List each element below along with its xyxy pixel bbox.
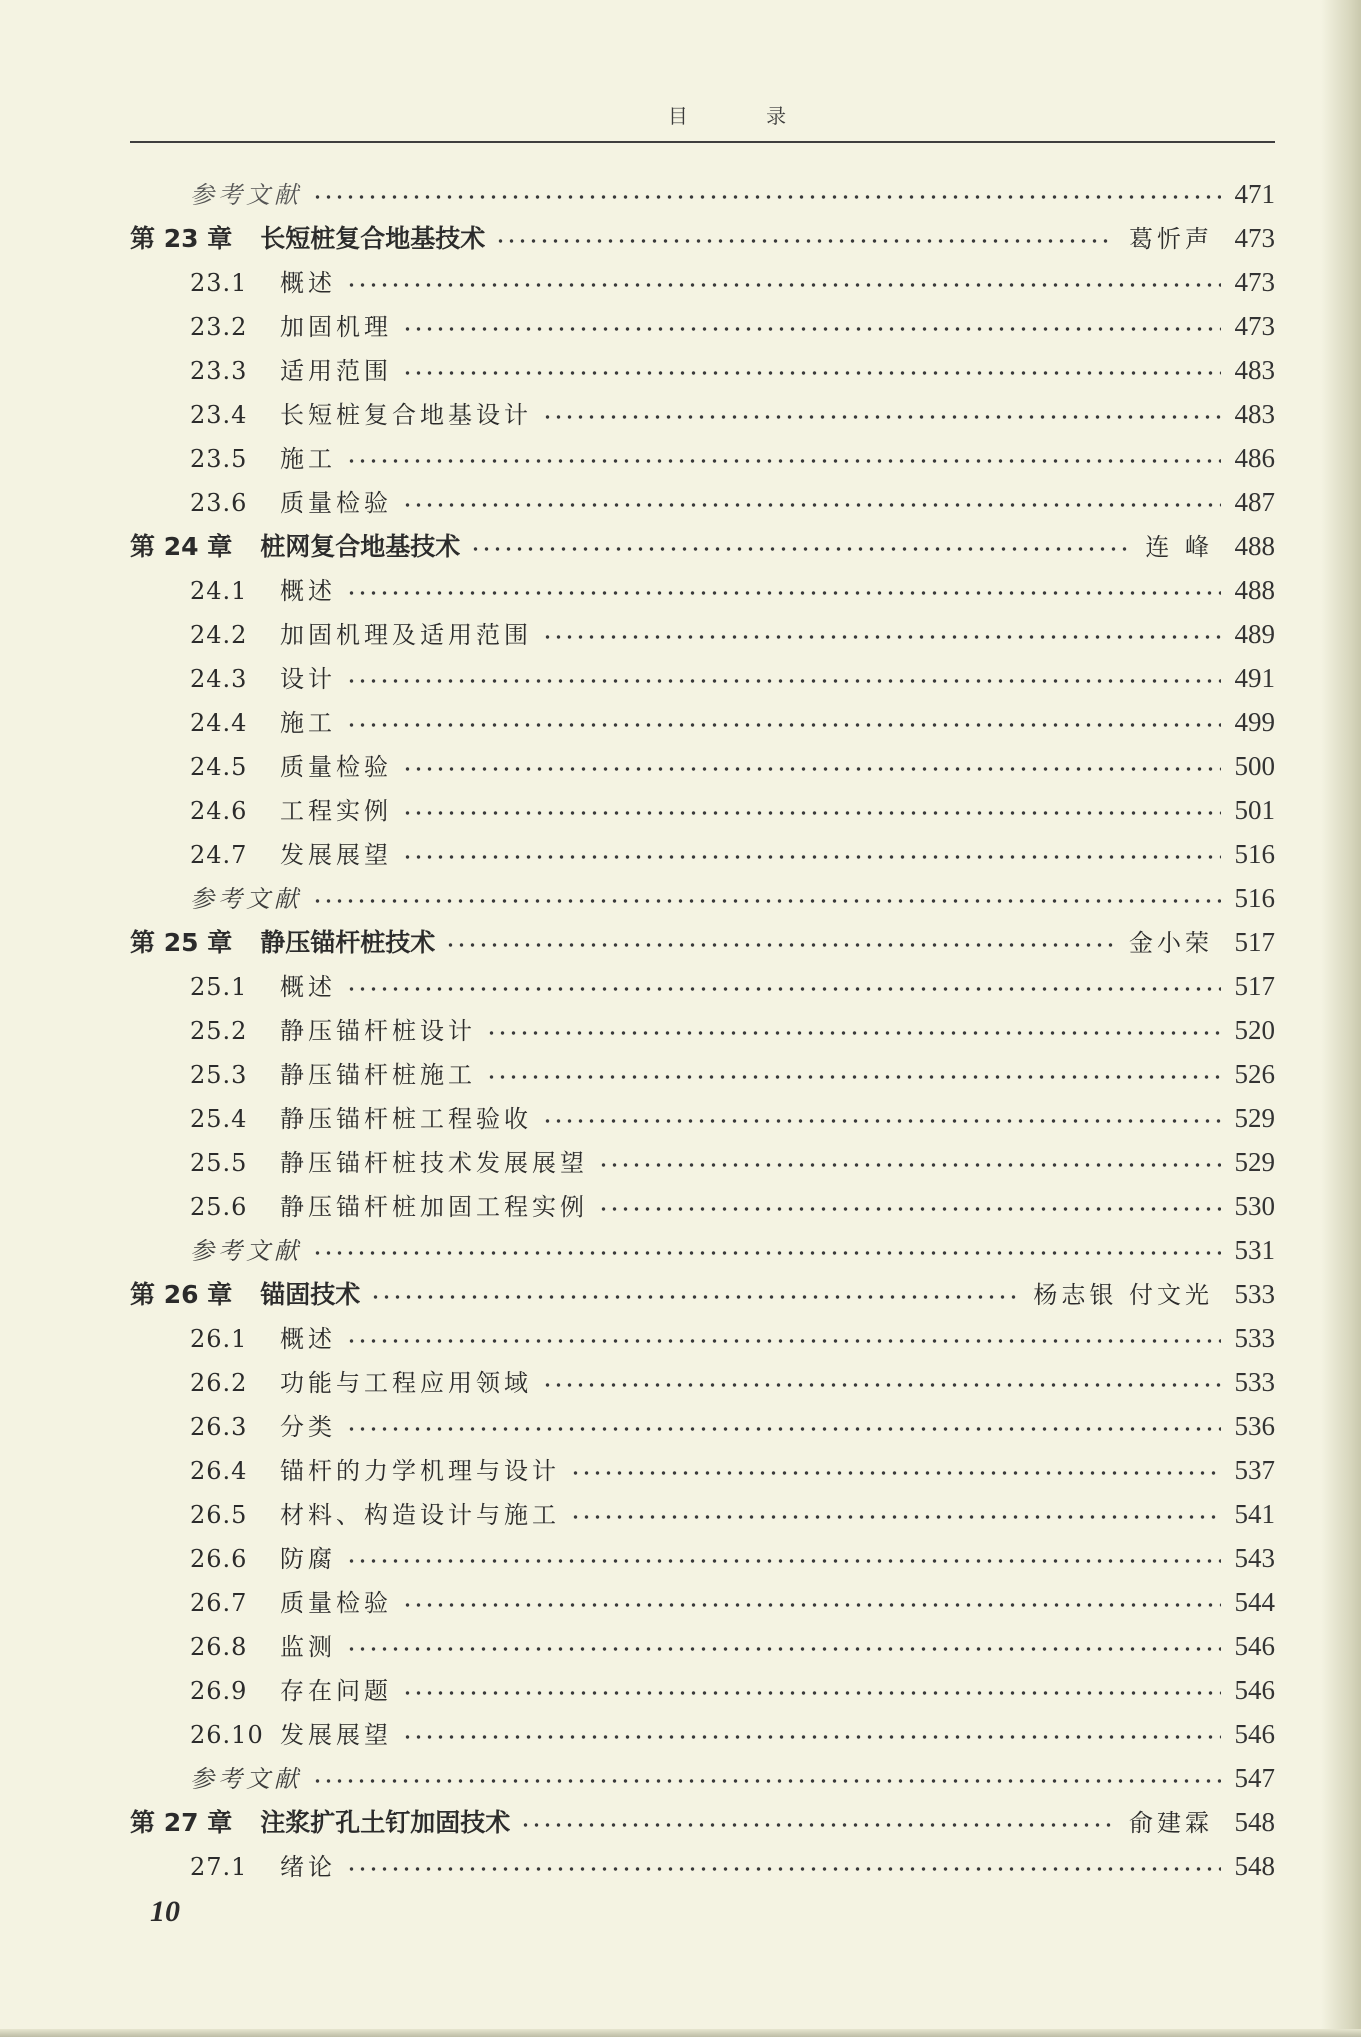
toc-section-entry[interactable] [130,1052,1275,1096]
entry-number: 23.4 [190,401,248,429]
entry-title: 概述 [280,269,336,297]
toc-section-entry[interactable] [130,304,1275,348]
dot-leader [346,1559,1221,1563]
entry-page-number: 529 [1234,1103,1275,1133]
toc-section-entry[interactable] [130,1712,1275,1756]
entry-page-number: 537 [1234,1455,1275,1485]
entry-page-number: 531 [1234,1235,1275,1265]
toc-section-entry[interactable] [130,1140,1275,1184]
toc-section-entry[interactable] [130,788,1275,832]
entry-page-number: 530 [1234,1191,1275,1221]
dot-leader [598,1207,1221,1211]
chapter-author: 金小荣 [1129,929,1213,957]
entry-page-number: 548 [1234,1807,1275,1837]
entry-number: 第 24 章 [130,532,233,561]
entry-number: 24.4 [190,709,248,737]
entry-title: 发展展望 [280,1721,392,1749]
entry-number: 25.2 [190,1017,248,1045]
toc-section-entry[interactable] [130,612,1275,656]
entry-number: 26.1 [190,1325,248,1353]
toc-section-entry[interactable] [130,1668,1275,1712]
dot-leader [402,855,1221,859]
dot-leader [402,767,1221,771]
entry-number: 第 25 章 [130,928,233,957]
entry-title: 设计 [280,665,336,693]
entry-title: 质量检验 [280,753,392,781]
entry-title: 参考文献 [190,885,302,913]
entry-page-number: 536 [1234,1411,1275,1441]
toc-chapter-entry[interactable] [130,524,1275,568]
toc-references-entry[interactable] [130,1228,1275,1272]
entry-number: 26.4 [190,1457,248,1485]
entry-number: 23.5 [190,445,248,473]
entry-number: 23.2 [190,313,248,341]
toc-section-entry[interactable] [130,1844,1275,1888]
dot-leader [486,1075,1221,1079]
dot-leader [495,239,1113,243]
entry-number: 24.3 [190,665,248,693]
entry-number: 26.9 [190,1677,248,1705]
entry-title: 质量检验 [280,1589,392,1617]
entry-number: 26.2 [190,1369,248,1397]
dot-leader [402,371,1221,375]
toc-section-entry[interactable] [130,568,1275,612]
entry-number: 第 23 章 [130,224,233,253]
entry-page-number: 546 [1234,1631,1275,1661]
toc-references-entry[interactable] [130,1756,1275,1800]
entry-number: 23.3 [190,357,248,385]
toc-section-entry[interactable] [130,392,1275,436]
entry-page-number: 547 [1234,1763,1275,1793]
toc-section-entry[interactable] [130,964,1275,1008]
entry-title: 注浆扩孔土钉加固技术 [260,1808,511,1837]
entry-title: 静压锚杆桩设计 [280,1017,476,1045]
entry-page-number: 520 [1234,1015,1275,1045]
entry-number: 26.5 [190,1501,248,1529]
entry-number: 25.1 [190,973,248,1001]
entry-page-number: 529 [1234,1147,1275,1177]
entry-title: 概述 [280,577,336,605]
toc-section-entry[interactable] [130,700,1275,744]
entry-title: 分类 [280,1413,336,1441]
entry-number: 26.10 [190,1721,264,1749]
entry-number: 24.2 [190,621,248,649]
dot-leader [542,1383,1221,1387]
entry-page-number: 473 [1234,311,1275,341]
dot-leader [520,1823,1113,1827]
entry-number: 27.1 [190,1853,248,1881]
entry-number: 24.1 [190,577,248,605]
toc-section-entry[interactable] [130,348,1275,392]
entry-title: 监测 [280,1633,336,1661]
page-bottom-edge [0,2029,1361,2037]
entry-page-number: 546 [1234,1675,1275,1705]
toc-chapter-entry[interactable] [130,216,1275,260]
entry-title: 工程实例 [280,797,392,825]
entry-page-number: 541 [1234,1499,1275,1529]
toc-section-entry[interactable] [130,1536,1275,1580]
dot-leader [346,283,1221,287]
entry-title: 参考文献 [190,1237,302,1265]
page-number: 10 [150,1895,180,1928]
dot-leader [346,1647,1221,1651]
entry-title: 绪论 [280,1853,336,1881]
entry-page-number: 486 [1234,443,1275,473]
toc-section-entry[interactable] [130,260,1275,304]
toc-section-entry[interactable] [130,480,1275,524]
dot-leader [312,1251,1221,1255]
toc-section-entry[interactable] [130,1008,1275,1052]
entry-title: 材料、构造设计与施工 [280,1501,560,1529]
entry-title: 概述 [280,973,336,1001]
entry-page-number: 516 [1234,883,1275,913]
entry-title: 施工 [280,445,336,473]
entry-page-number: 526 [1234,1059,1275,1089]
toc-section-entry[interactable] [130,1580,1275,1624]
dot-leader [402,1603,1221,1607]
entry-title: 桩网复合地基技术 [260,532,461,561]
toc-section-entry[interactable] [130,1624,1275,1668]
entry-number: 25.3 [190,1061,248,1089]
dot-leader [346,723,1221,727]
dot-leader [542,635,1221,639]
toc-section-entry[interactable] [130,832,1275,876]
entry-number: 26.7 [190,1589,248,1617]
dot-leader [312,195,1221,199]
toc-references-entry[interactable] [130,172,1275,216]
entry-title: 锚固技术 [260,1280,361,1309]
entry-title: 静压锚杆桩工程验收 [280,1105,532,1133]
toc-section-entry[interactable] [130,1448,1275,1492]
entry-page-number: 499 [1234,707,1275,737]
dot-leader [346,679,1221,683]
dot-leader [402,1691,1221,1695]
entry-page-number: 488 [1234,531,1275,561]
entry-page-number: 548 [1234,1851,1275,1881]
chapter-author: 葛忻声 [1129,225,1213,253]
entry-page-number: 488 [1234,575,1275,605]
toc-chapter-entry[interactable] [130,1800,1275,1844]
entry-title: 静压锚杆桩施工 [280,1061,476,1089]
dot-leader [470,547,1129,551]
toc-section-entry[interactable] [130,1316,1275,1360]
entry-page-number: 533 [1234,1323,1275,1353]
entry-title: 功能与工程应用领域 [280,1369,532,1397]
entry-title: 锚杆的力学机理与设计 [280,1457,560,1485]
toc-section-entry[interactable] [130,436,1275,480]
dot-leader [346,1339,1221,1343]
entry-number: 第 26 章 [130,1280,233,1309]
dot-leader [542,1119,1221,1123]
entry-number: 26.8 [190,1633,248,1661]
toc-section-entry[interactable] [130,1184,1275,1228]
entry-title: 适用范围 [280,357,392,385]
entry-page-number: 501 [1234,795,1275,825]
entry-title: 长短桩复合地基设计 [280,401,532,429]
dot-leader [542,415,1221,419]
entry-number: 24.6 [190,797,248,825]
header-rule [130,141,1275,143]
entry-title: 静压锚杆桩技术 [260,928,436,957]
toc-section-entry[interactable] [130,1096,1275,1140]
dot-leader [346,1427,1221,1431]
entry-page-number: 533 [1234,1367,1275,1397]
dot-leader [402,1735,1221,1739]
dot-leader [570,1515,1221,1519]
entry-title: 静压锚杆桩技术发展展望 [280,1149,588,1177]
entry-number: 25.4 [190,1105,248,1133]
dot-leader [402,811,1221,815]
entry-number: 25.5 [190,1149,248,1177]
toc-section-entry[interactable] [130,1492,1275,1536]
entry-page-number: 473 [1234,223,1275,253]
toc-chapter-entry[interactable] [130,920,1275,964]
entry-title: 质量检验 [280,489,392,517]
entry-number: 26.3 [190,1413,248,1441]
entry-page-number: 500 [1234,751,1275,781]
entry-number: 24.7 [190,841,248,869]
entry-number: 23.1 [190,269,248,297]
entry-title: 施工 [280,709,336,737]
dot-leader [370,1295,1017,1299]
entry-title: 概述 [280,1325,336,1353]
running-head: 目 录 [667,104,823,128]
entry-number: 25.6 [190,1193,248,1221]
entry-page-number: 517 [1234,971,1275,1001]
entry-page-number: 516 [1234,839,1275,869]
entry-title: 参考文献 [190,1765,302,1793]
entry-title: 静压锚杆桩加固工程实例 [280,1193,588,1221]
chapter-author: 连 峰 [1145,533,1213,561]
dot-leader [346,459,1221,463]
entry-page-number: 471 [1234,179,1275,209]
entry-page-number: 483 [1234,399,1275,429]
dot-leader [312,899,1221,903]
table-of-contents [130,172,1275,1888]
entry-page-number: 491 [1234,663,1275,693]
entry-page-number: 487 [1234,487,1275,517]
dot-leader [570,1471,1221,1475]
dot-leader [486,1031,1221,1035]
entry-number: 24.5 [190,753,248,781]
entry-number: 26.6 [190,1545,248,1573]
entry-page-number: 517 [1234,927,1275,957]
entry-title: 参考文献 [190,181,302,209]
entry-title: 发展展望 [280,841,392,869]
entry-page-number: 544 [1234,1587,1275,1617]
dot-leader [445,943,1113,947]
entry-title: 加固机理 [280,313,392,341]
chapter-author: 杨志银 付文光 [1033,1281,1213,1309]
toc-references-entry[interactable] [130,876,1275,920]
entry-page-number: 473 [1234,267,1275,297]
dot-leader [402,327,1221,331]
dot-leader [312,1779,1221,1783]
chapter-author: 俞建霖 [1129,1809,1213,1837]
entry-page-number: 546 [1234,1719,1275,1749]
toc-section-entry[interactable] [130,656,1275,700]
entry-title: 加固机理及适用范围 [280,621,532,649]
entry-title: 防腐 [280,1545,336,1573]
dot-leader [598,1163,1221,1167]
entry-title: 长短桩复合地基技术 [260,224,486,253]
toc-chapter-entry[interactable] [130,1272,1275,1316]
entry-page-number: 543 [1234,1543,1275,1573]
entry-title: 存在问题 [280,1677,392,1705]
toc-section-entry[interactable] [130,1404,1275,1448]
dot-leader [402,503,1221,507]
toc-section-entry[interactable] [130,1360,1275,1404]
entry-page-number: 489 [1234,619,1275,649]
dot-leader [346,987,1221,991]
dot-leader [346,591,1221,595]
dot-leader [346,1867,1221,1871]
toc-section-entry[interactable] [130,744,1275,788]
entry-page-number: 483 [1234,355,1275,385]
entry-page-number: 533 [1234,1279,1275,1309]
entry-number: 第 27 章 [130,1808,233,1837]
entry-number: 23.6 [190,489,248,517]
page-edge-shadow [1321,0,1361,2037]
